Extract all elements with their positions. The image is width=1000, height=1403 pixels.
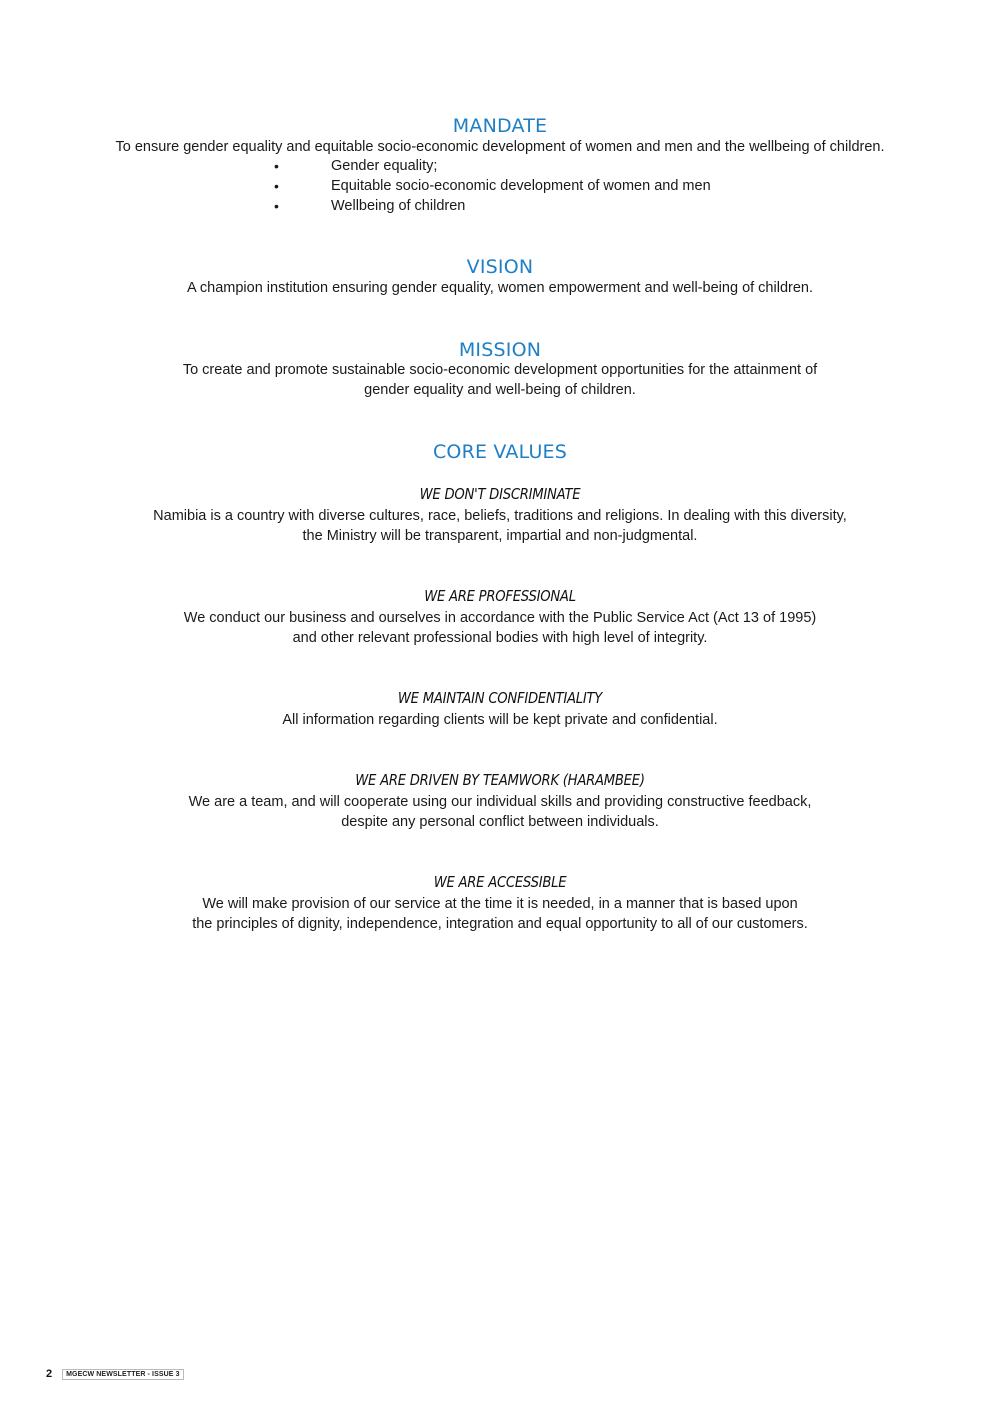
value-text-line: We will make provision of our service at the time it is needed, in a manner that is based upon [202,896,798,912]
core-values-title: CORE VALUES [432,441,568,463]
value-heading: WE MAINTAIN CONFIDENTIALITY [397,689,603,707]
value-heading: WE DON'T DISCRIMINATE [419,485,581,503]
value-heading: WE ARE DRIVEN BY TEAMWORK (HARAMBEE) [355,771,645,789]
value-text-line: Namibia is a country with diverse cultures, race, beliefs, traditions and religions. In dealing with this diversity, [153,508,847,524]
mandate-bullet-text: Wellbeing of children [331,198,466,214]
newsletter-label-text: MGECW NEWSLETTER - ISSUE [66,1370,174,1378]
mandate-bullet-text: Equitable socio-economic development of women and men [331,178,711,194]
bullet-icon: • [274,198,279,214]
value-heading: WE ARE ACCESSIBLE [433,873,567,891]
mission-text-line: gender equality and well-being of children. [364,382,636,398]
value-text-line: We conduct our business and ourselves in accordance with the Public Service Act (Act 13 of 1995) [183,610,817,626]
value-text-line: All information regarding clients will be kept private and confidential. [282,712,718,728]
bullet-icon: • [274,158,279,174]
page-number: 2 [46,1368,53,1380]
bullet-icon: • [274,178,279,194]
mission-text-line: To create and promote sustainable socio-economic development opportunities for the attainment of [182,362,818,378]
newsletter-label [62,1369,183,1380]
mandate-text: To ensure gender equality and equitable socio-economic development of women and men and the wellbeing of children. [115,139,885,155]
vision-title: VISION [466,256,534,278]
vision-text: A champion institution ensuring gender equality, women empowerment and well-being of children. [186,280,813,296]
mandate-title: MANDATE [452,115,548,137]
mission-title: MISSION [458,339,542,361]
value-text-line: despite any personal conflict between individuals. [341,814,659,830]
page-footer [46,1368,184,1380]
value-text-line: the Ministry will be transparent, impartial and non-judgmental. [302,528,698,544]
value-text-line: the principles of dignity, independence, integration and equal opportunity to all of our customers. [192,916,808,932]
mandate-bullet-text: Gender equality; [331,158,438,174]
value-heading: WE ARE PROFESSIONAL [424,587,576,605]
issue-number: 3 [175,1370,180,1378]
value-text-line: and other relevant professional bodies with high level of integrity. [292,630,708,646]
value-text-line: We are a team, and will cooperate using our individual skills and providing constructive feedback, [188,794,812,810]
